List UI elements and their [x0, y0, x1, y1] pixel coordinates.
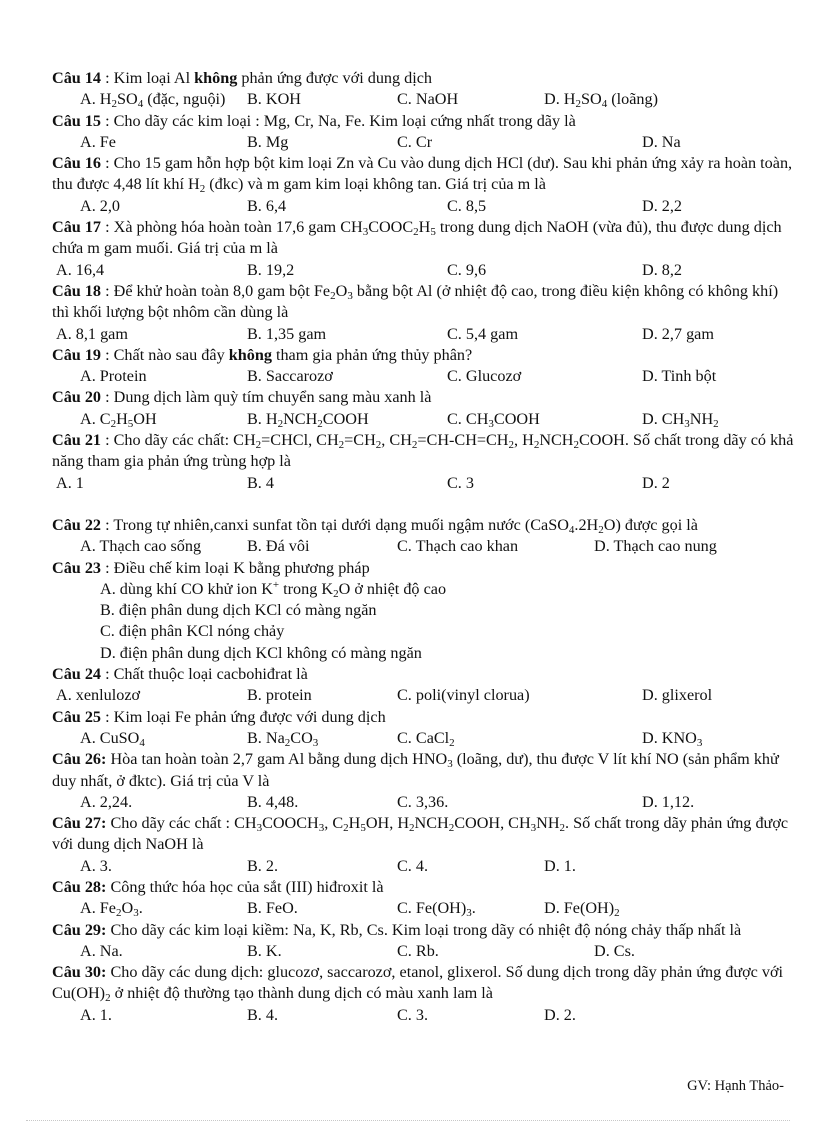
teacher-signature: GV: Hạnh Thảo-: [687, 1078, 784, 1094]
answer-option: B. Đá vôi: [247, 537, 310, 556]
answer-options: [52, 536, 794, 557]
question-29: [52, 920, 794, 963]
question-stem: [52, 813, 794, 856]
answer-options: [52, 792, 794, 813]
answer-option: A. 3.: [80, 856, 112, 875]
answer-options: [52, 324, 794, 345]
answer-option: B. 2.: [247, 856, 279, 875]
answer-option: A. 1: [56, 473, 84, 492]
answer-option: C. 4.: [397, 856, 429, 875]
question-text: Cho dãy các dung dịch: glucozơ, saccarozơ, etanol, glixerol. Số dung dịch trong dãy phản ứng được với $Cu(OH)_2$ ở nhiệt độ thường tạo thành dung dịch có màu xanh lam là: [52, 963, 784, 1005]
answer-option: D. $KNO_3$: [642, 728, 703, 749]
question-stem: [52, 68, 794, 89]
answer-option: C. Rb.: [397, 941, 439, 960]
answer-option: B. FeO.: [247, 899, 298, 918]
answer-option: C. 5,4 gam: [447, 324, 519, 343]
question-stem: [52, 387, 794, 408]
answer-options: [52, 196, 794, 217]
answer-option: D. 1,12.: [642, 792, 695, 811]
question-text: : Dung dịch làm quỳ tím chuyển sang màu xanh là: [101, 388, 432, 407]
question-number: Câu 21: [52, 431, 102, 450]
answer-option: A. Na.: [80, 941, 123, 960]
answer-option: B. 19,2: [247, 260, 295, 279]
blank-line: [52, 494, 794, 515]
question-number: Câu 18: [52, 281, 102, 300]
question-stem: [52, 664, 794, 685]
question-stem: [52, 281, 794, 324]
answer-option: D. $CH_3NH_2$: [642, 409, 719, 430]
answer-option: C. 9,6: [447, 260, 487, 279]
answer-option: C. Cr: [397, 132, 433, 151]
question-text: : Cho dãy các kim loại : Mg, Cr, Na, Fe. Kim loại cứng nhất trong dãy là: [101, 111, 576, 130]
answer-options: [52, 941, 794, 962]
answer-option: A. Fe: [80, 132, 116, 151]
question-number: Câu 29:: [52, 920, 107, 939]
answer-option: B. $H_2NCH_2COOH$: [247, 409, 369, 430]
question-text: : Trong tự nhiên,canxi sunfat tồn tại dưới dạng muối ngậm nước $(CaSO_4.2H_2O)$ được gọi là: [101, 515, 698, 536]
question-number: Câu 25: [52, 707, 102, 726]
answer-option: C. 3.: [397, 1005, 429, 1024]
question-text: : Kim loại Fe phản ứng được với dung dịch: [101, 707, 386, 726]
question-stem: [52, 920, 794, 941]
answer-option: B. protein: [247, 686, 312, 705]
question-26: [52, 749, 794, 813]
answer-options: [52, 685, 794, 706]
answer-option: D. 1.: [544, 856, 576, 875]
answer-options: [52, 1005, 794, 1026]
question-19: [52, 345, 794, 388]
answer-option: D. Cs.: [594, 941, 635, 960]
answer-option: A. $Fe_2O_3$.: [80, 899, 143, 920]
question-number: Câu 27:: [52, 814, 107, 833]
question-text: : Chất thuộc loại cacbohiđrat là: [101, 665, 308, 684]
answer-option: C. 8,5: [447, 196, 487, 215]
answer-option: B. điện phân dung dịch KCl có màng ngăn: [100, 601, 377, 620]
question-text: : Xà phòng hóa hoàn toàn 17,6 gam $CH_3COOC_2H_5$ trong dung dịch NaOH (vừa đủ), thu được dung dịch chứa m gam muối. Giá trị của m là: [52, 218, 782, 258]
question-number: Câu 17: [52, 218, 102, 237]
question-15: [52, 111, 794, 154]
answer-option: B. K.: [247, 941, 282, 960]
answer-option: D. 2.: [544, 1005, 576, 1024]
answer-option: C. Thạch cao khan: [397, 537, 519, 556]
answer-option: C. poli(vinyl clorua): [397, 686, 530, 705]
answer-option: D. 2,2: [642, 196, 683, 215]
question-text: : Cho dãy các chất: $CH_2=CHCl$, $CH_2=CH_2$, $CH_2=CH-CH=CH_2$, $H_2NCH_2COOH$. Số chất trong dãy có khả năng tham gia phản ứng trùng hợp là: [52, 431, 794, 471]
answer-options: [52, 366, 794, 387]
question-28: [52, 877, 794, 920]
answer-option: C. Glucozơ: [447, 367, 522, 386]
answer-option: D. 2,7 gam: [642, 324, 714, 343]
answer-options: [52, 89, 794, 110]
question-stem: [52, 749, 794, 792]
answer-option: C. $CH_3COOH$: [447, 409, 540, 430]
question-23: [52, 558, 794, 664]
question-20: [52, 387, 794, 430]
question-stem: [52, 962, 794, 1005]
exam-document: [52, 68, 794, 1026]
question-number: Câu 20: [52, 388, 102, 407]
question-stem: [52, 877, 794, 898]
question-text: Hòa tan hoàn toàn 2,7 gam Al bằng dung dịch $HNO_3$ (loãng, dư), thu được V lít khí NO (sản phẩm khử duy nhất, ở đktc). Giá trị của V là: [52, 750, 779, 790]
answer-options: [52, 856, 794, 877]
answer-option: B. KOH: [247, 90, 301, 109]
question-text: : Để khử hoàn toàn 8,0 gam bột $Fe_2O_3$ bằng bột Al (ở nhiệt độ cao, trong điều kiện không có không khí) thì khối lượng bột nhôm cần dùng là: [52, 281, 779, 322]
answer-options: [52, 409, 794, 430]
question-text: : Điều chế kim loại K bằng phương pháp: [101, 558, 370, 577]
answer-option: D. glixerol: [642, 686, 713, 705]
answer-option: A. dùng khí CO khử ion K+ trong $K_2O$ ở nhiệt độ cao: [100, 578, 447, 600]
question-number: Câu 30:: [52, 963, 107, 982]
question-text: Công thức hóa học của sắt (III) hiđroxit là: [106, 877, 384, 896]
answer-option: D. $H_2SO_4$ (loãng): [544, 90, 658, 111]
answer-option: C. CaCl$_2$: [397, 728, 455, 749]
answer-option: D. điện phân dung dịch KCl không có màng ngăn: [100, 643, 422, 662]
question-22: [52, 515, 794, 558]
answer-option: B. 4.: [247, 1005, 279, 1024]
answer-option: B. Mg: [247, 132, 289, 151]
answer-option: D. Tinh bột: [642, 367, 717, 386]
question-number: Câu 14: [52, 69, 102, 87]
question-stem: [52, 515, 794, 536]
question-25: [52, 707, 794, 750]
question-21: [52, 430, 794, 494]
question-stem: [52, 430, 794, 473]
answer-option: A. Thạch cao sống: [80, 537, 202, 556]
question-text: : Chất nào sau đây không tham gia phản ứng thủy phân?: [101, 345, 473, 364]
question-number: Câu 22: [52, 515, 102, 534]
question-stem: [52, 558, 794, 579]
question-30: [52, 962, 794, 1026]
answer-option: B. 4: [247, 473, 274, 492]
question-stem: [52, 345, 794, 366]
question-number: Câu 16: [52, 154, 102, 173]
question-16: [52, 153, 794, 217]
question-text: Cho dãy các chất : $CH_3COOCH_3$, $C_2H_5OH$, $H_2NCH_2COOH$, $CH_3NH_2$. Số chất trong dãy phản ứng được với dung dịch NaOH là: [52, 814, 789, 854]
answer-option: A. $C_2H_5OH$: [80, 409, 157, 430]
question-18: [52, 281, 794, 345]
answer-options: [52, 898, 794, 919]
question-stem: [52, 111, 794, 132]
answer-options: [52, 728, 794, 749]
question-stem: [52, 707, 794, 728]
question-number: Câu 28:: [52, 877, 107, 896]
answer-option: A. 2,24.: [80, 792, 133, 811]
question-stem: [52, 217, 794, 260]
question-stem: [52, 153, 794, 196]
answer-option: B. 6,4: [247, 196, 287, 215]
answer-option: A. 8,1 gam: [56, 324, 128, 343]
answer-option: A. 1.: [80, 1005, 112, 1024]
question-24: [52, 664, 794, 707]
question-number: Câu 26:: [52, 750, 107, 769]
answer-option: C. 3: [447, 473, 474, 492]
page-bottom-rule: [26, 1120, 790, 1121]
answer-option: B. 4,48.: [247, 792, 299, 811]
answer-option: A. Protein: [80, 367, 147, 386]
answer-option: D. Na: [642, 132, 681, 151]
answer-option: A. CuSO$_4$: [80, 728, 145, 749]
answer-option: A. $H_2SO_4$ (đặc, nguội): [80, 90, 226, 111]
answer-option: D. 2: [642, 473, 670, 492]
answer-option: A. xenlulozơ: [56, 686, 141, 705]
answer-option: A. 2,0: [80, 196, 121, 215]
question-number: Câu 19: [52, 345, 102, 364]
answer-option: C. điện phân KCl nóng chảy: [100, 622, 285, 641]
answer-option: B. Saccarozơ: [247, 367, 333, 386]
answer-option: D. 8,2: [642, 260, 683, 279]
answer-option: B. 1,35 gam: [247, 324, 327, 343]
question-14: [52, 68, 794, 111]
question-text: Cho dãy các kim loại kiềm: Na, K, Rb, Cs. Kim loại trong dãy có nhiệt độ nóng chảy thấp nhất là: [106, 920, 742, 939]
answer-options: [52, 132, 794, 153]
answer-option: A. 16,4: [56, 260, 105, 279]
answer-option: C. NaOH: [397, 90, 459, 109]
answer-options: [52, 473, 794, 494]
answer-option: D. Thạch cao nung: [594, 537, 717, 556]
question-text: : Kim loại Al không phản ứng được với dung dịch: [101, 69, 433, 87]
question-number: Câu 24: [52, 665, 102, 684]
answer-options: [52, 260, 794, 281]
answer-option: C. 3,36.: [397, 792, 449, 811]
answer-option: D. $Fe(OH)_2$: [544, 899, 620, 920]
question-number: Câu 15: [52, 111, 102, 130]
question-number: Câu 23: [52, 558, 102, 577]
question-27: [52, 813, 794, 877]
question-text: : Cho 15 gam hỗn hợp bột kim loại Zn và Cu vào dung dịch HCl (dư). Sau khi phản ứng xảy ra hoàn toàn, thu được 4,48 lít khí $H_2$ (đkc) và m gam kim loại không tan. Giá trị của m là: [52, 154, 793, 196]
answer-option: B. $Na_2CO_3$: [247, 728, 319, 749]
answer-option: C. $Fe(OH)_3$.: [397, 899, 476, 920]
question-17: [52, 217, 794, 281]
